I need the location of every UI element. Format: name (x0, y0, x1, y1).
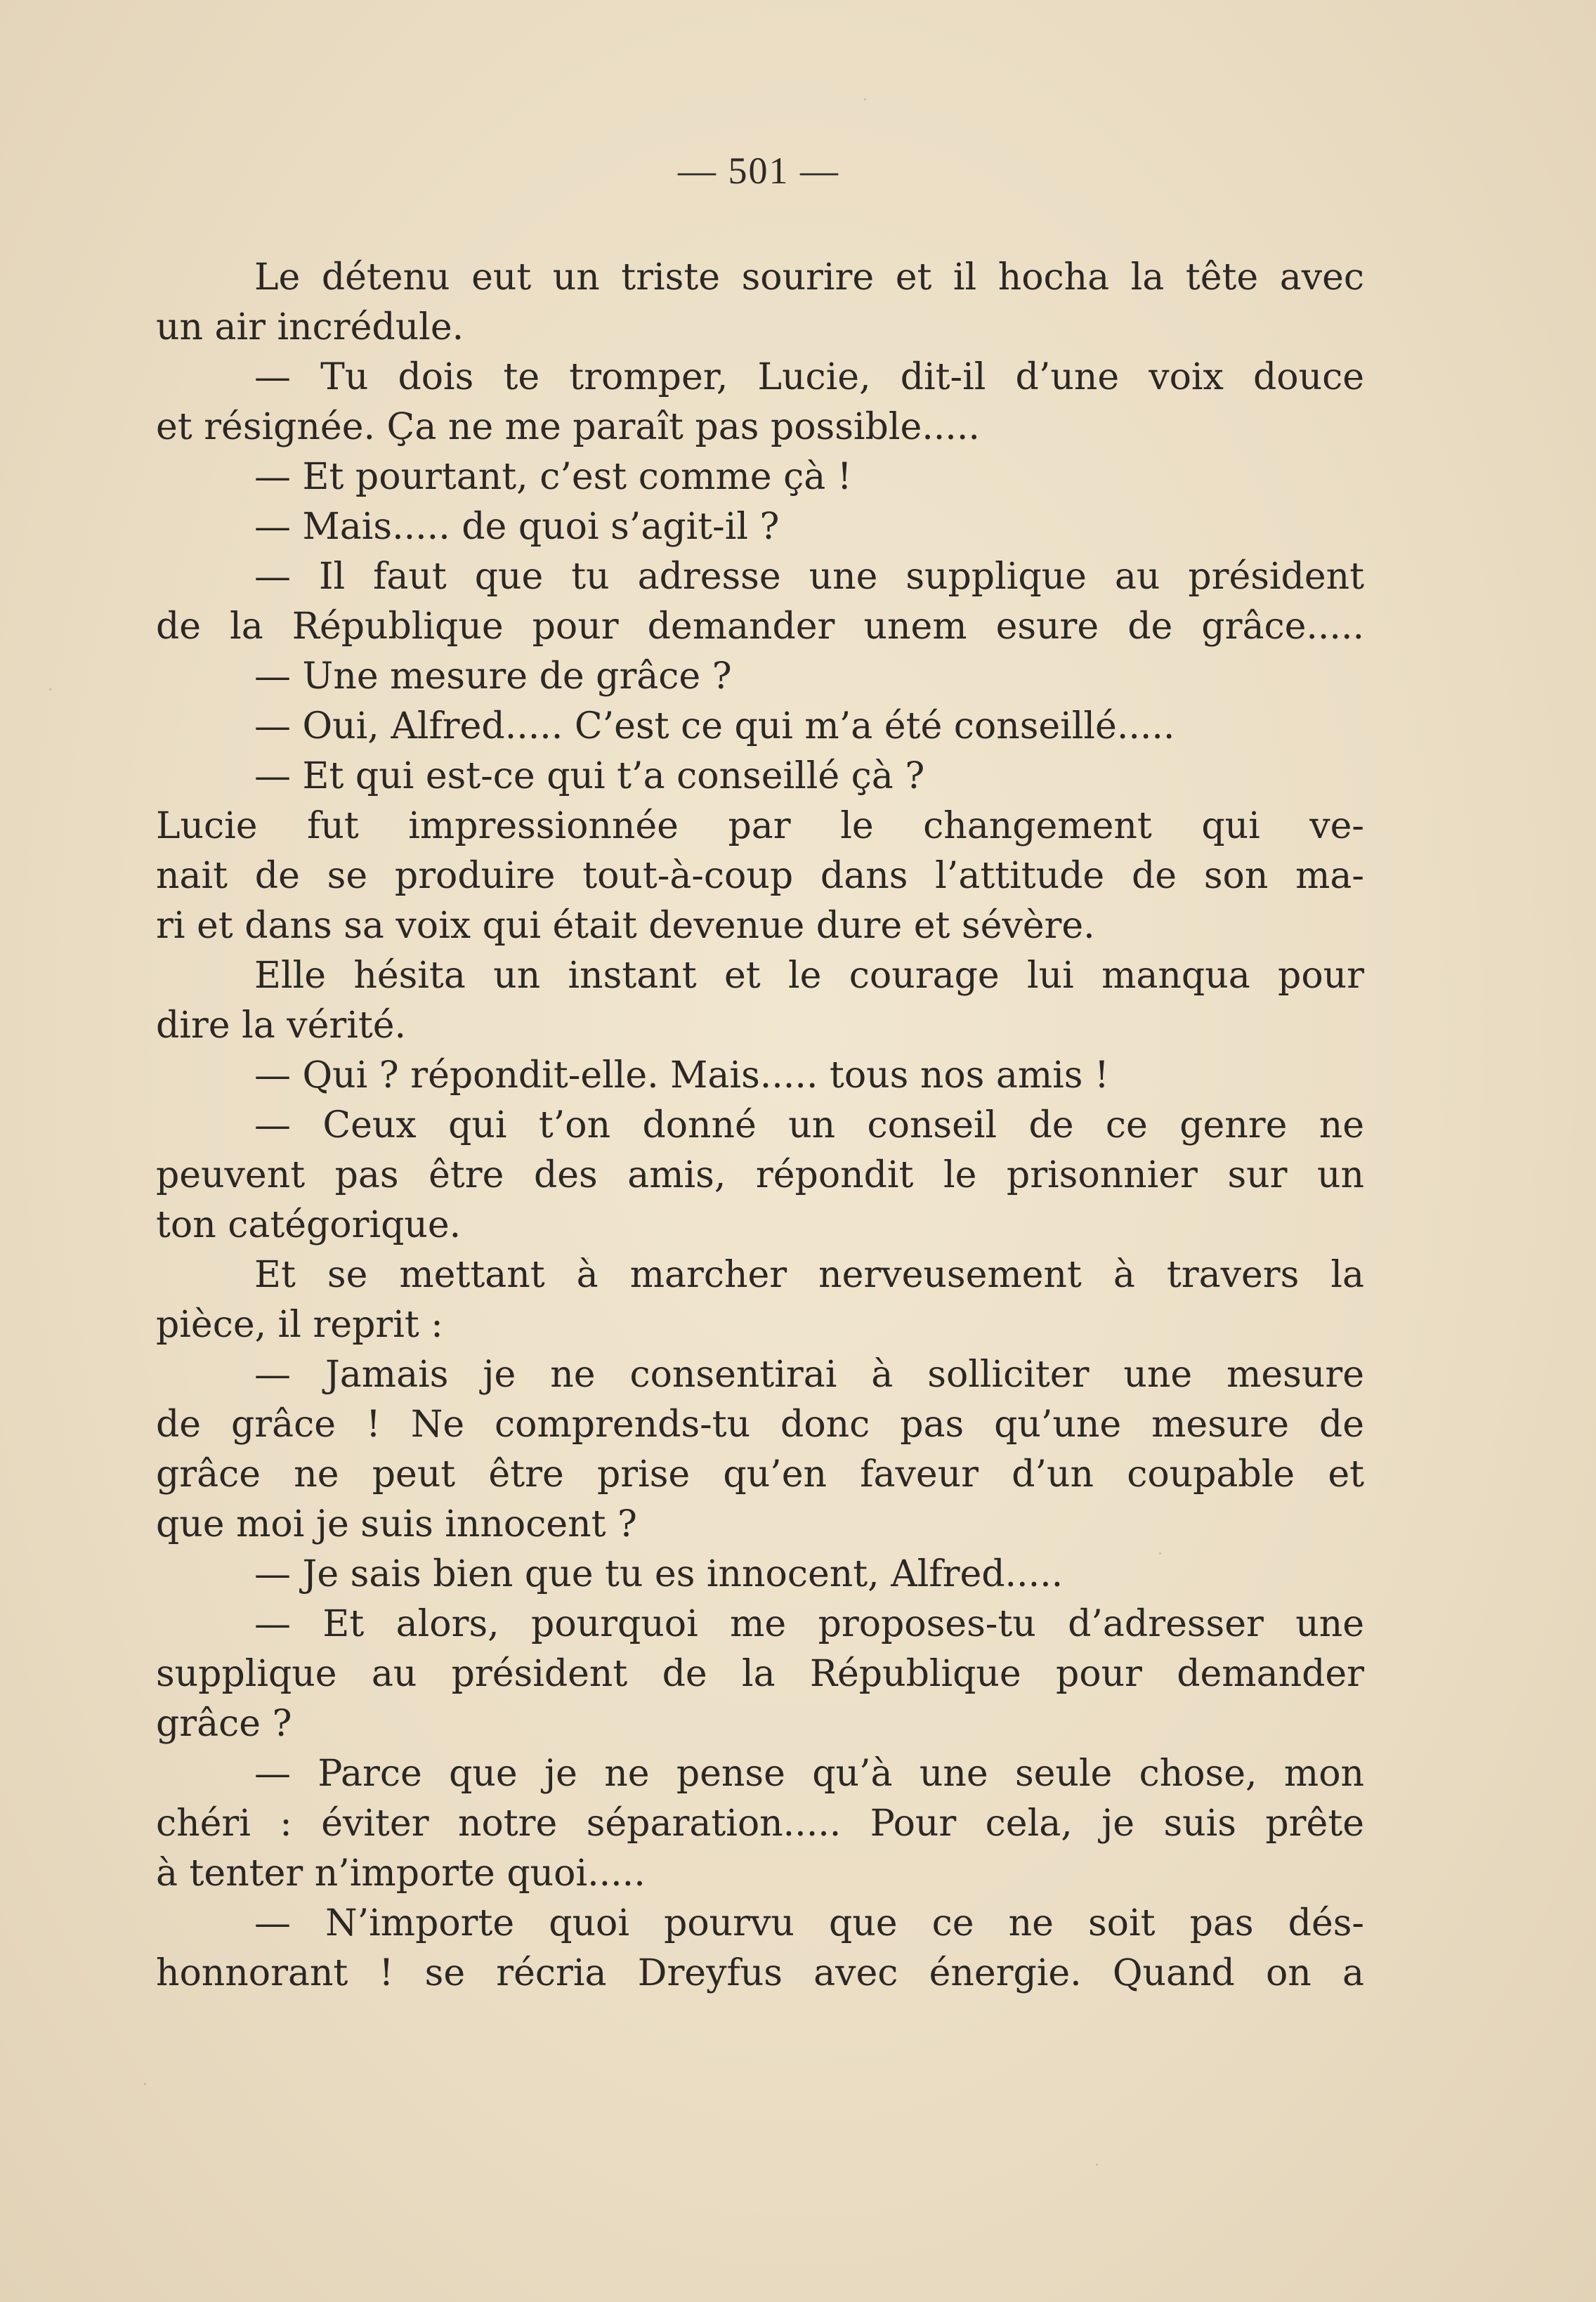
text-line: ton catégorique. (156, 1204, 462, 1246)
text-line: grâce ne peut être prise qu’en faveur d’un coupable et (156, 1453, 1364, 1496)
text-line: dire la vérité. (156, 1005, 407, 1047)
text-line: ri et dans sa voix qui était devenue dure et sévère. (156, 905, 1095, 947)
paper-speck (587, 1257, 589, 1260)
paper-speck (144, 2083, 146, 2085)
text-line: chéri : éviter notre séparation..... Pour cela, je suis prête (156, 1803, 1364, 1845)
text-line: — Tu dois te tromper, Lucie, dit-il d’une voix douce (254, 356, 1364, 398)
text-line: de grâce ! Ne comprends-tu donc pas qu’une mesure de (156, 1404, 1364, 1446)
text-line: — Et pourtant, c’est comme çà ! (254, 456, 852, 498)
paper-speck (1159, 1552, 1161, 1555)
text-line: — Je sais bien que tu es innocent, Alfred..... (254, 1553, 1064, 1595)
paper-speck (864, 98, 866, 100)
page-number: — 501 — (678, 150, 839, 192)
text-line: nait de se produire tout-à-coup dans l’attitude de son ma- (156, 855, 1364, 897)
text-line: supplique au président de la République pour demander (156, 1653, 1364, 1695)
text-line: — Une mesure de grâce ? (254, 655, 732, 698)
text-line: — Il faut que tu adresse une supplique au président (254, 556, 1364, 598)
text-line: Lucie fut impressionnée par le changement qui ve- (156, 805, 1364, 847)
paper-speck (1096, 2164, 1098, 2166)
text-line: à tenter n’importe quoi..... (156, 1852, 646, 1895)
text-line: pièce, il reprit : (156, 1304, 443, 1346)
text-line: de la République pour demander unem esure de grâce..... (156, 606, 1364, 648)
text-line: Et se mettant à marcher nerveusement à travers la (254, 1254, 1364, 1296)
paper-speck (49, 688, 51, 691)
text-line: honnorant ! se récria Dreyfus avec énergie. Quand on a (156, 1952, 1364, 1994)
text-line: — Mais..... de quoi s’agit-il ? (254, 506, 780, 548)
text-line: — Jamais je ne consentirai à solliciter une mesure (254, 1354, 1364, 1396)
text-line: grâce ? (156, 1703, 292, 1745)
text-line: et résignée. Ça ne me paraît pas possible..... (156, 406, 980, 448)
text-line: — Qui ? répondit-elle. Mais..... tous nos amis ! (254, 1054, 1109, 1097)
text-line: un air incrédule. (156, 306, 464, 348)
text-line: que moi je suis innocent ? (156, 1503, 637, 1545)
text-line: — Parce que je ne pense qu’à une seule chose, mon (254, 1753, 1364, 1795)
text-line: Elle hésita un instant et le courage lui manqua pour (254, 955, 1364, 997)
text-line: peuvent pas être des amis, répondit le prisonnier sur un (156, 1154, 1364, 1196)
text-line: — Oui, Alfred..... C’est ce qui m’a été conseillé..... (254, 705, 1175, 747)
text-line: — Et qui est-ce qui t’a conseillé çà ? (254, 755, 925, 797)
text-line: — Et alors, pourquoi me proposes-tu d’adresser une (254, 1603, 1364, 1645)
text-line: — Ceux qui t’on donné un conseil de ce genre ne (254, 1104, 1364, 1146)
text-line: Le détenu eut un triste sourire et il hocha la tête avec (254, 256, 1364, 299)
text-line: — N’importe quoi pourvu que ce ne soit pas dés- (254, 1902, 1364, 1944)
body-text (156, 253, 1364, 1999)
